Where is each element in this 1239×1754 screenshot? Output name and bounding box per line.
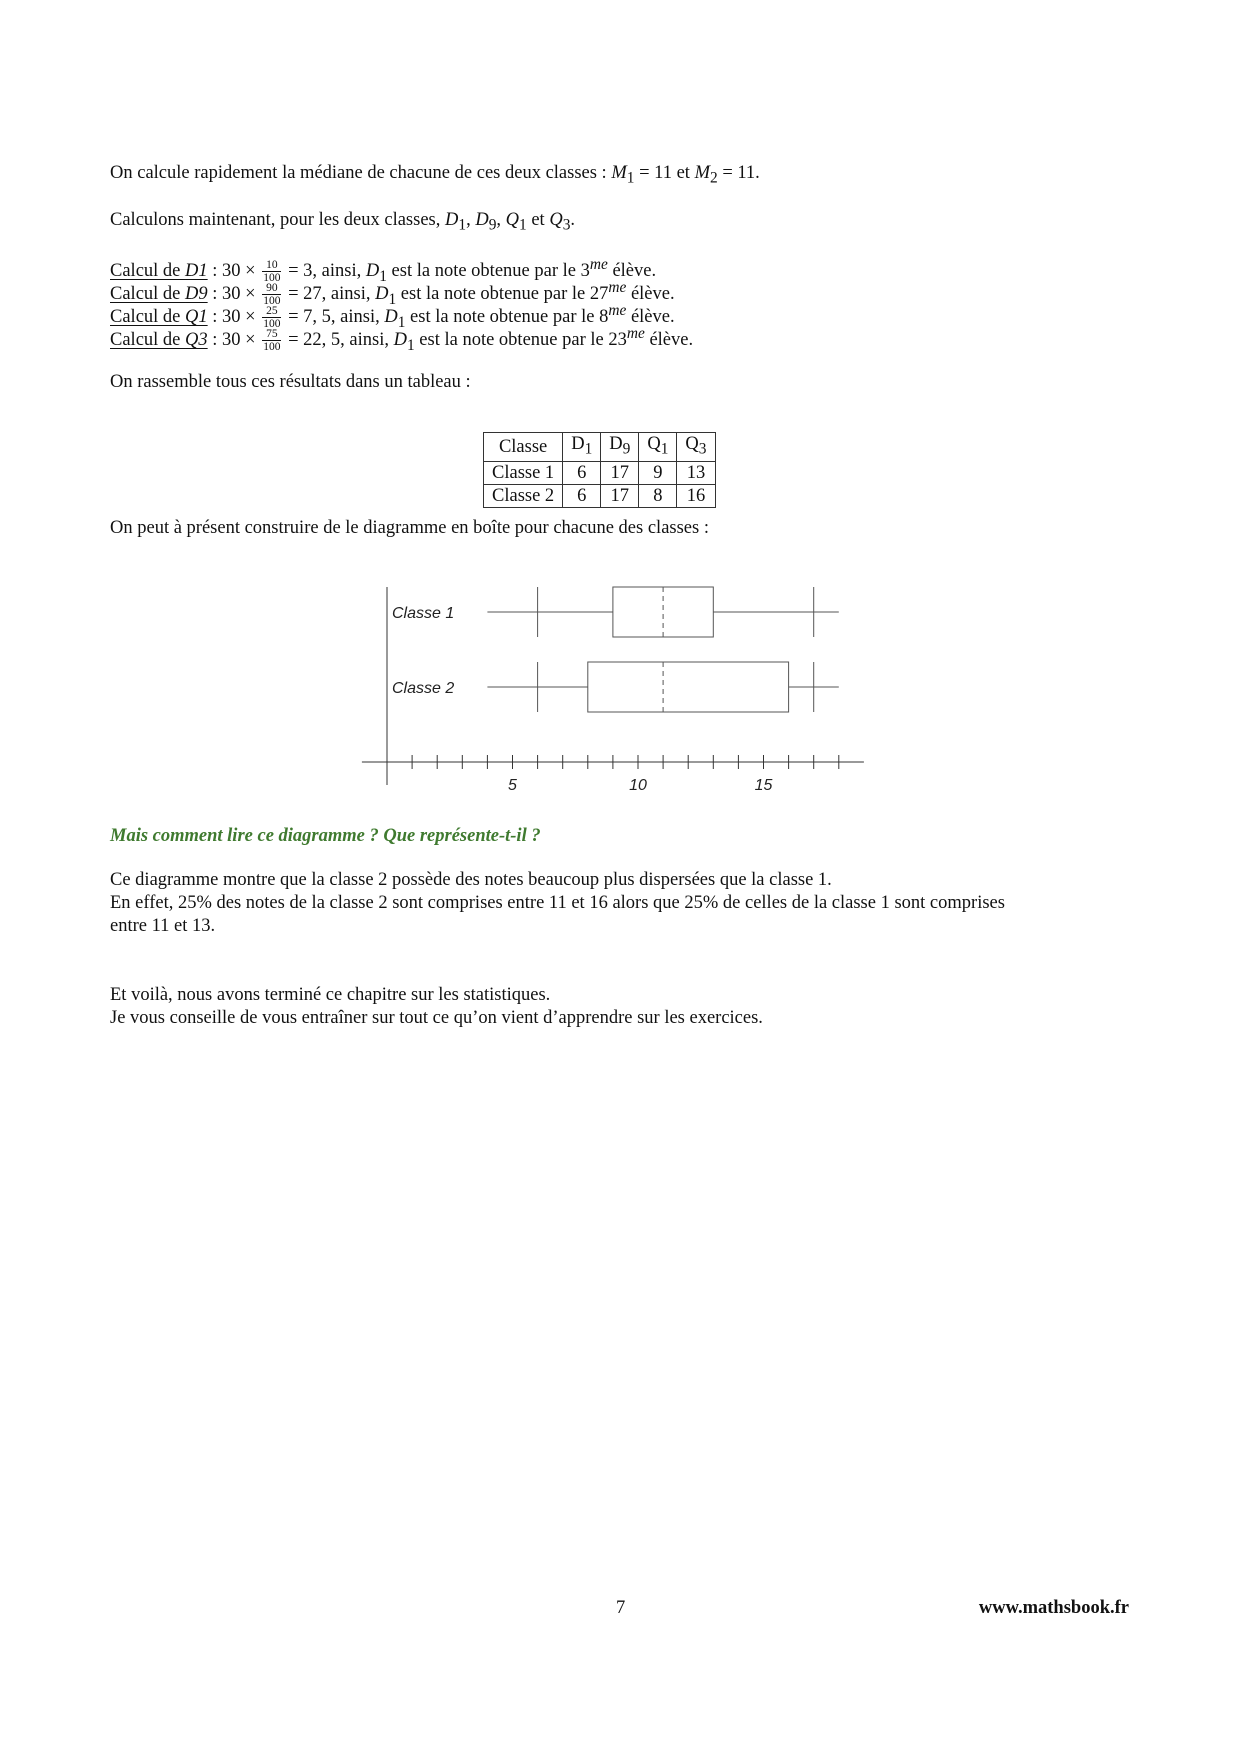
fraction: $\frac{10}{100}$ <box>263 259 281 285</box>
table-cell: 8 <box>639 484 677 507</box>
answer-line-3: entre 11 et 13. <box>110 916 216 936</box>
median-eq2: = 11. <box>717 163 760 183</box>
calc-intro-text: Calculons maintenant, pour les deux classes, <box>110 210 445 230</box>
answer-line-2: En effet, 25% des notes de la classe 2 sont comprises entre 11 et 16 alors que 25% de celles de la classe 1 sont comprises <box>110 893 1005 913</box>
table-header-cell: Classe <box>484 433 563 462</box>
results-table <box>483 432 716 508</box>
calculation-line: Calcul de Q3 : 30 × $\frac{75}{100}$ = 22, 5, ainsi, $D_1$ est la note obtenue par le $23^{me}$ élève. <box>110 325 694 354</box>
median-M1: M <box>611 163 627 183</box>
table-header-cell: $D_9$ <box>601 433 639 462</box>
closing-line-2: Je vous conseille de vous entraîner sur tout ce qu’on vient d’apprendre sur les exercices. <box>110 1008 763 1028</box>
median-M2: M <box>694 163 710 183</box>
calc-sep: , <box>466 210 476 230</box>
box <box>613 587 713 637</box>
table-header-cell: $Q_3$ <box>677 433 715 462</box>
table-header-row <box>484 433 716 462</box>
table-cell: Classe 1 <box>484 461 563 484</box>
table-header-cell: $D_1$ <box>563 433 601 462</box>
table-cell: 13 <box>677 461 715 484</box>
fraction: $\frac{90}{100}$ <box>263 282 281 308</box>
box <box>588 662 789 712</box>
median-M2-sub: 2 <box>709 169 718 187</box>
median-intro-text: On calcule rapidement la médiane de chacune de ces deux classes : <box>110 163 607 183</box>
calc-var-sub: 3 <box>562 216 571 234</box>
calc-var-q: Q <box>505 210 520 230</box>
series-label: Classe 2 <box>392 680 455 697</box>
diagram-intro: On peut à présent construire de le diagramme en boîte pour chacune des classes : <box>110 518 709 538</box>
median-M1-sub: 1 <box>626 169 635 187</box>
series-label: Classe 1 <box>392 605 455 622</box>
page-number: 7 <box>616 1598 626 1618</box>
fraction: $\frac{25}{100}$ <box>263 305 281 331</box>
calculation-line: Calcul de D9 : 30 × $\frac{90}{100}$ = 27, ainsi, $D_1$ est la note obtenue par le $27^{me}$ élève. <box>110 279 675 308</box>
table-row <box>484 484 716 507</box>
table-cell: 17 <box>601 484 639 507</box>
calc-var-q: Q <box>549 210 563 230</box>
x-tick-label: 5 <box>508 777 517 794</box>
calc-sep: et <box>526 210 550 230</box>
calc-var-sub: 1 <box>458 216 467 234</box>
fraction: $\frac{75}{100}$ <box>263 328 281 354</box>
table-row <box>484 461 716 484</box>
median-paragraph <box>110 163 760 188</box>
calculation-line: Calcul de Q1 : 30 × $\frac{25}{100}$ = 7, 5, ainsi, $D_1$ est la note obtenue par le $8^{me}$ élève. <box>110 302 675 331</box>
median-eq1: = 11 et <box>634 163 695 183</box>
calc-sep: . <box>570 210 576 230</box>
calc-intro-paragraph <box>110 210 575 235</box>
calc-label: Calcul de Q1 <box>110 307 208 328</box>
table-cell: 16 <box>677 484 715 507</box>
table-cell: 17 <box>601 461 639 484</box>
calc-sep: , <box>496 210 506 230</box>
x-tick-label: 10 <box>629 777 647 794</box>
table-intro: On rassemble tous ces résultats dans un tableau : <box>110 372 471 392</box>
table-cell: 9 <box>639 461 677 484</box>
calculation-line: Calcul de D1 : 30 × $\frac{10}{100}$ = 3, ainsi, $D_1$ est la note obtenue par le $3^{me}$ élève. <box>110 256 657 285</box>
site-url: www.mathsbook.fr <box>978 1598 1129 1618</box>
calc-label: Calcul de D9 <box>110 284 208 305</box>
calc-var-sub: 9 <box>488 216 497 234</box>
calc-var-d: D <box>475 210 489 230</box>
boxplot-chart <box>355 585 875 800</box>
answer-line-1: Ce diagramme montre que la classe 2 possède des notes beaucoup plus dispersées que la classe 1. <box>110 870 832 890</box>
calc-var-sub: 1 <box>519 216 527 234</box>
x-tick-label: 15 <box>754 777 773 794</box>
table-cell: 6 <box>563 461 601 484</box>
table-header-cell: $Q_1$ <box>639 433 677 462</box>
table-cell: Classe 2 <box>484 484 563 507</box>
calc-var-d: D <box>444 210 459 230</box>
calc-label: Calcul de Q3 <box>110 330 208 351</box>
table-cell: 6 <box>563 484 601 507</box>
calc-label: Calcul de D1 <box>110 261 208 282</box>
closing-line-1: Et voilà, nous avons terminé ce chapitre sur les statistiques. <box>110 985 551 1005</box>
question-heading: Mais comment lire ce diagramme ? Que représente-t-il ? <box>110 826 541 846</box>
